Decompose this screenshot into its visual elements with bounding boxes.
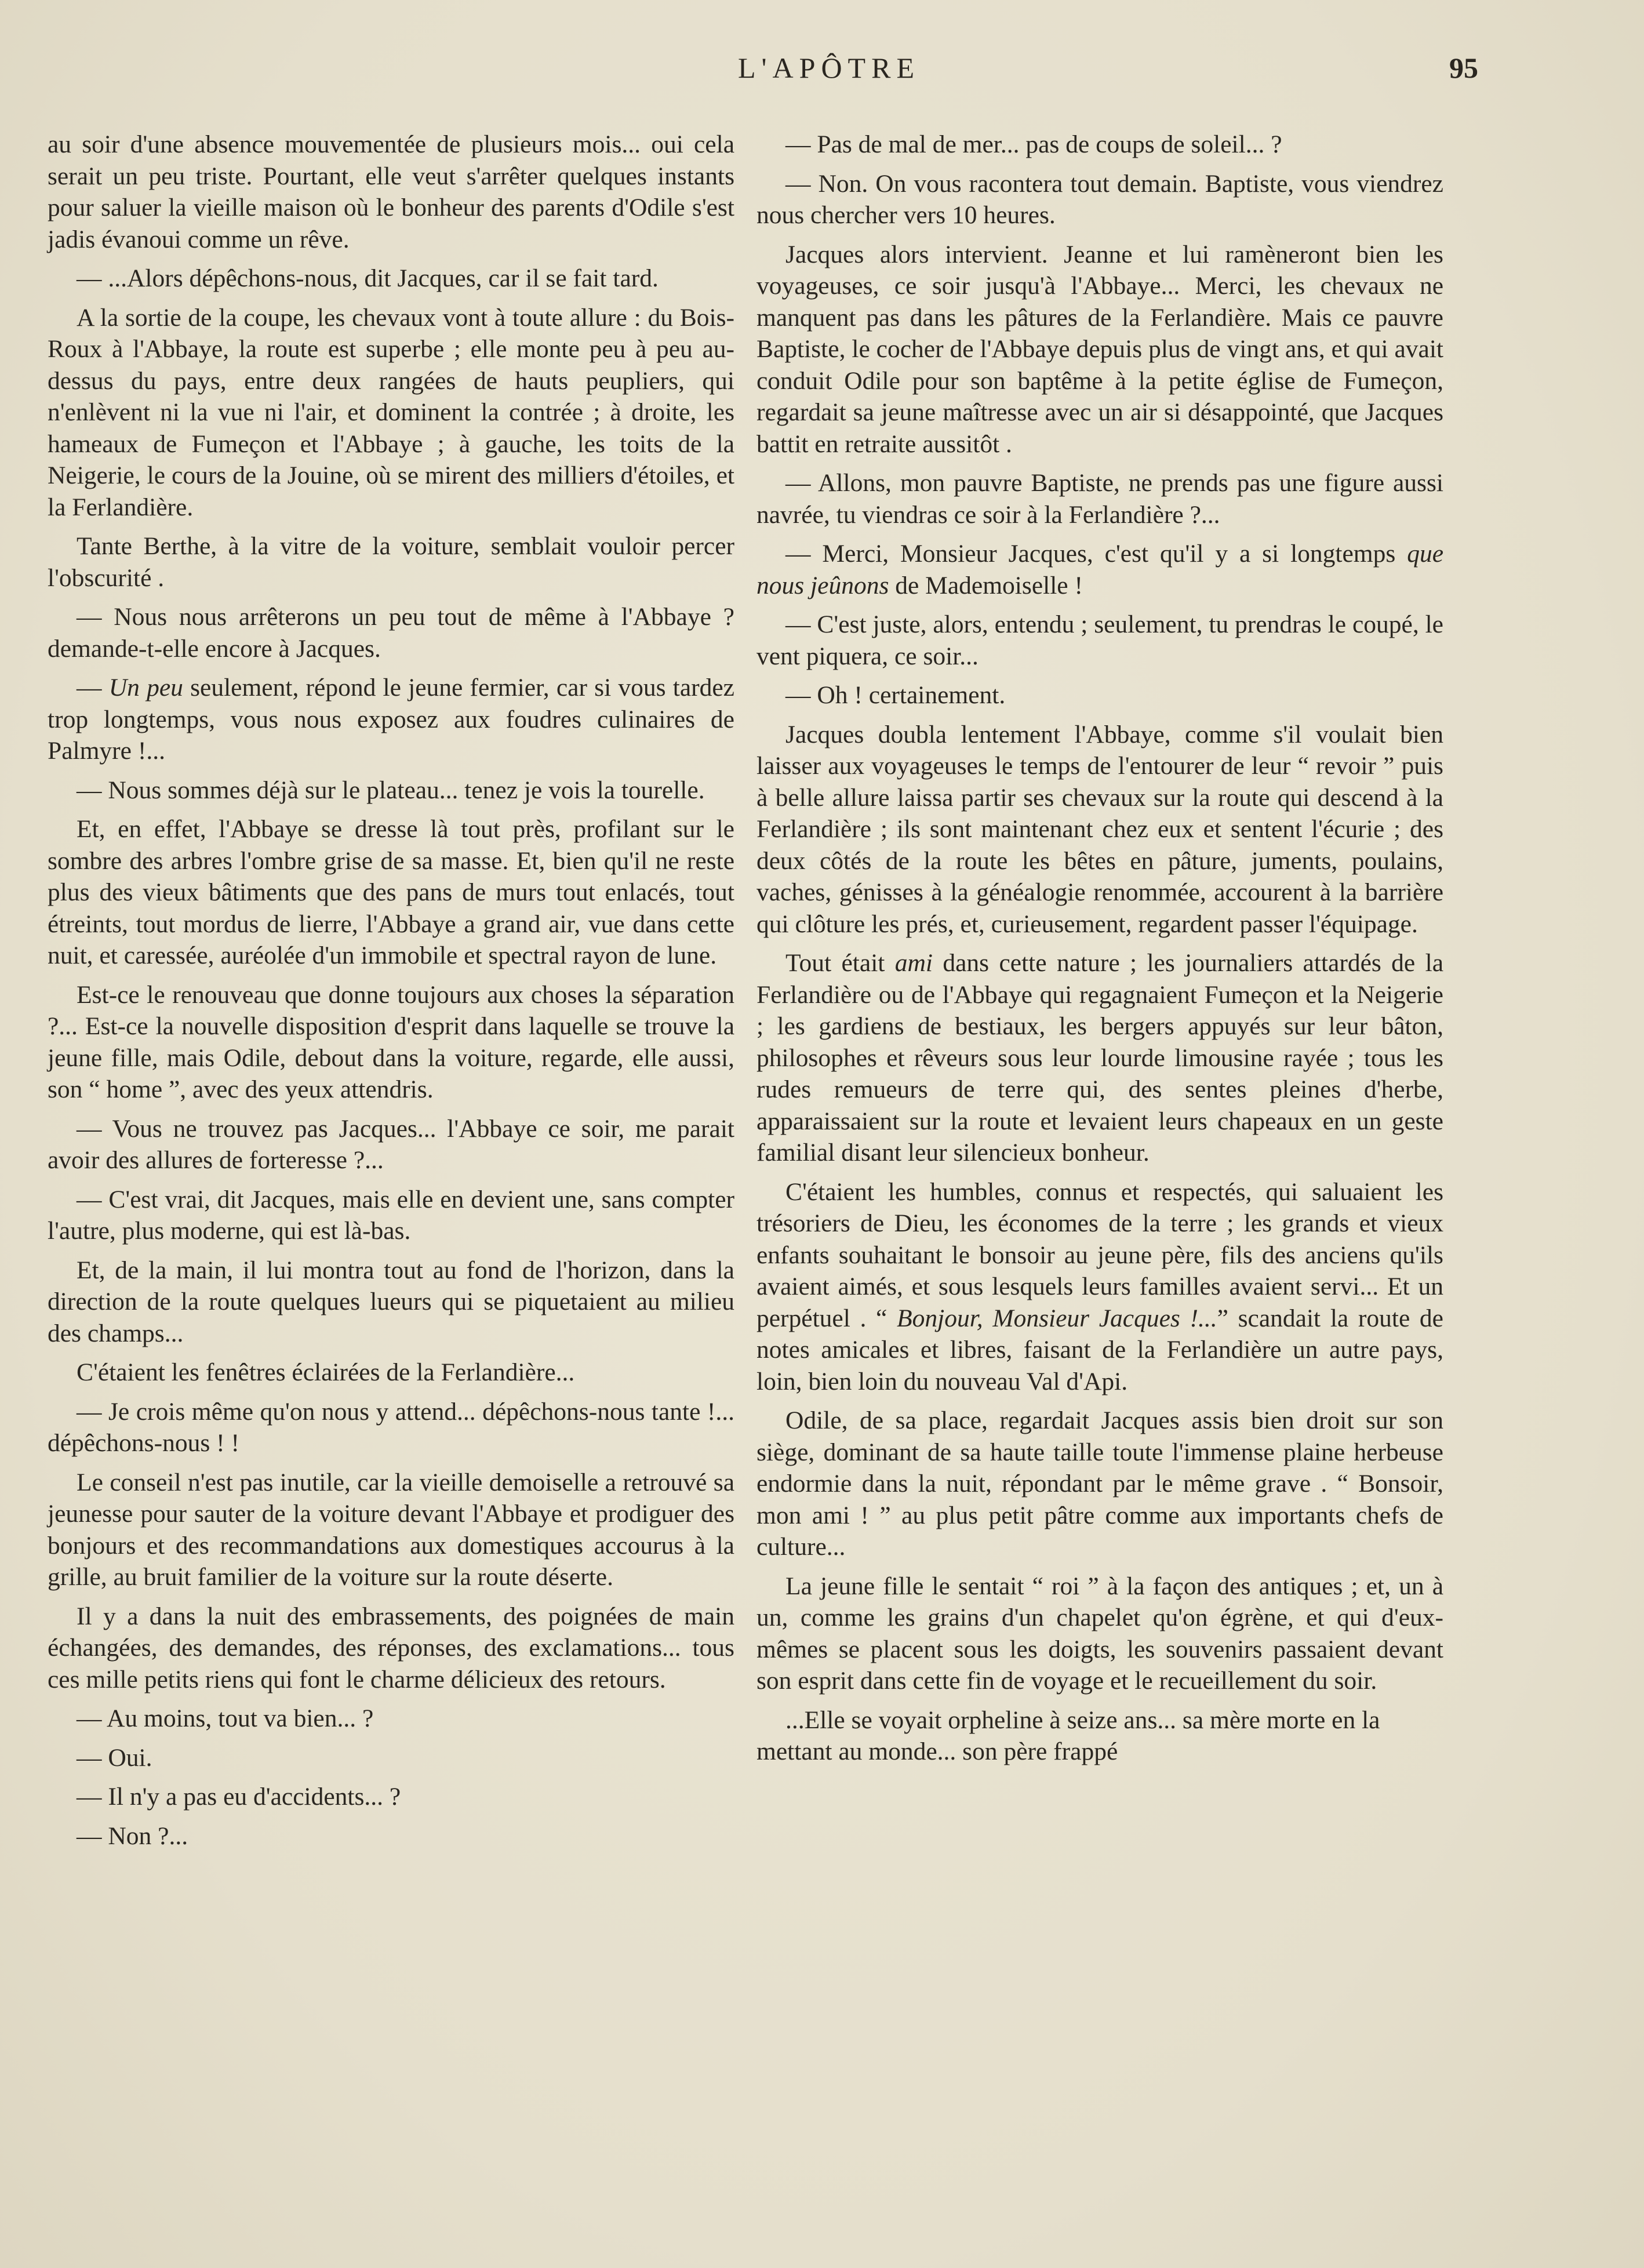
page-number: 95 bbox=[1449, 52, 1478, 84]
paragraph: Le conseil n'est pas inutile, car la vieille demoiselle a retrouvé sa jeunesse pour sauter de la voiture devant l'Abbaye et prodiguer des bonjours et des recommandations aux domestiques accourus à la grille, au bruit familier de la voiture sur la route déserte. bbox=[48, 1468, 734, 1591]
paragraph: — Vous ne trouvez pas Jacques... l'Abbaye ce soir, me parait avoir des allures de forteresse ?... bbox=[48, 1114, 734, 1174]
paragraph: — Pas de mal de mer... pas de coups de soleil... ? bbox=[785, 130, 1282, 158]
paragraph: Tout était ami dans cette nature ; les journaliers attardés de la Ferlandière ou de l'Abbaye qui regagnaient Fumeçon et la Neigerie ; les gardiens de bestiaux, les bergers appuyés sur leur bâton, philosophes et rêveurs sous leur lourde limousine rayée ; tous les rudes remueurs de terre qui, des sentes pleines d'herbe, apparaissaient sur la route et levaient leurs chapeaux en un geste familial disant leur silencieux bonheur. bbox=[756, 949, 1444, 1166]
paragraph: Est-ce le renouveau que donne toujours aux choses la séparation ?... Est-ce la nouvelle disposition d'esprit dans laquelle se trouve la jeune fille, mais Odile, debout dans la voiture, regarde, elle aussi, son “ home ”, avec des yeux attendris. bbox=[48, 980, 734, 1103]
paragraph: — Merci, Monsieur Jacques, c'est qu'il y a si longtemps que nous jeûnons de Mademoiselle ! bbox=[756, 540, 1443, 599]
paragraph: — Non. On vous racontera tout demain. Baptiste, vous viendrez nous chercher vers 10 heures. bbox=[756, 169, 1443, 229]
paragraph: Jacques doubla lentement l'Abbaye, comme s'il voulait bien laisser aux voyageuses le temps de l'entourer de leur “ revoir ” puis à belle allure laissa partir ses chevaux sur la route qui descend à la Ferlandière ; ils sont maintenant chez eux et sentent l'écurie ; des deux côtés de la route les bêtes en pâture, juments, poulains, vaches, génisses à la généalogie renommée, accourent à la barrière qui clôture les prés, et, curieusement, regardent passer l'équipage. bbox=[756, 720, 1443, 938]
paragraph: C'étaient les humbles, connus et respectés, qui saluaient les trésoriers de Dieu, les économes de la terre ; les grands et vieux enfants souhaitant le bonsoir au jeune père, fils des anciens qu'ils avaient aimés, et sous lesquels leurs familles avaient servi... Et un perpétuel . “ Bonjour, Monsieur Jacques !...” scandait la route de notes amicales et libres, faisant de la Ferlandière un autre pays, loin, bien loin du nouveau Val d'Api. bbox=[756, 1177, 1443, 1395]
paragraph: La jeune fille le sentait “ roi ” à la façon des antiques ; et, un à un, comme les grains d'un chapelet qu'on égrène, et qui d'eux-mêmes se placent sous les doigts, les souvenirs passaient devant son esprit dans cette fin de voyage et le recueillement du soir. bbox=[756, 1572, 1443, 1695]
paragraph: — Oh ! certainement. bbox=[785, 681, 1006, 709]
paragraph: Jacques alors intervient. Jeanne et lui ramèneront bien les voyageuses, ce soir jusqu'à l'Abbaye... Merci, les chevaux ne manquent pas dans les pâtures de la Ferlandière. Mais ce pauvre Baptiste, le cocher de l'Abbaye depuis plus de vingt ans, et qui avait conduit Odile pour son baptême à la petite église de Fumeçon, regardait sa jeune maîtresse avec un air si désappointé, que Jacques battit en retraite aussitôt . bbox=[756, 240, 1443, 458]
paragraph: — C'est vrai, dit Jacques, mais elle en devient une, sans compter l'autre, plus moderne, qui est là-bas. bbox=[48, 1185, 734, 1245]
paragraph: ...Elle se voyait orpheline à seize ans... sa mère morte en la mettant au monde... son père frappé bbox=[756, 1706, 1380, 1765]
paragraph: Il y a dans la nuit des embrassements, des poignées de main échangées, des demandes, des réponses, des exclamations... tous ces mille petits riens qui font le charme délicieux des retours. bbox=[48, 1602, 734, 1693]
paragraph: — Allons, mon pauvre Baptiste, ne prends pas une figure aussi navrée, tu viendras ce soir à la Ferlandière ?... bbox=[756, 469, 1443, 529]
paragraph: — Un peu seulement, répond le jeune fermier, car si vous tardez trop longtemps, vous nous exposez aux foudres culinaires de Palmyre !... bbox=[48, 674, 734, 765]
paragraph: — Nous sommes déjà sur le plateau... tenez je vois la tourelle. bbox=[77, 776, 705, 804]
paragraph: Tante Berthe, à la vitre de la voiture, semblait vouloir percer l'obscurité . bbox=[48, 532, 734, 592]
paragraph: au soir d'une absence mouvementée de plusieurs mois... oui cela serait un peu triste. Pourtant, elle veut s'arrêter quelques instants pour saluer la vieille maison où le bonheur des parents d'Odile s'est jadis évanoui comme un rêve. bbox=[48, 130, 734, 253]
paragraph: — Nous nous arrêterons un peu tout de même à l'Abbaye ? demande-t-elle encore à Jacques. bbox=[48, 603, 734, 663]
emphasis: que nous jeûnons bbox=[756, 540, 1443, 599]
paragraph: Et, de la main, il lui montra tout au fond de l'horizon, dans la direction de la route quelques lueurs qui se piquetaient au milieu des champs... bbox=[48, 1256, 734, 1347]
running-title: L'APÔTRE bbox=[737, 52, 920, 84]
emphasis: Bonjour, Monsieur Jacques !... bbox=[897, 1304, 1217, 1332]
paragraph: Et, en effet, l'Abbaye se dresse là tout près, profilant sur le sombre des arbres l'ombre grise de sa masse. Et, bien qu'il ne reste plus des vieux bâtiments que des pans de murs tout enlacés, tout étreints, tout mordus de lierre, l'Abbaye a grand air, vue dans cette nuit, et caressée, auréolée d'un immobile et spectral rayon de lune. bbox=[48, 815, 734, 969]
left-text-column bbox=[48, 129, 734, 1859]
emphasis: ami bbox=[894, 949, 933, 977]
paragraph: — Au moins, tout va bien... ? bbox=[77, 1704, 374, 1732]
paragraph: — Oui. bbox=[77, 1743, 152, 1772]
right-text-column bbox=[756, 129, 1443, 1775]
paragraph: — Il n'y a pas eu d'accidents... ? bbox=[77, 1783, 401, 1811]
running-head bbox=[0, 48, 1644, 88]
paragraph: — ...Alors dépêchons-nous, dit Jacques, car il se fait tard. bbox=[77, 264, 659, 292]
paragraph: — Non ?... bbox=[77, 1822, 188, 1850]
paragraph: — Je crois même qu'on nous y attend... dépêchons-nous tante !... dépêchons-nous ! ! bbox=[48, 1397, 734, 1457]
paragraph: C'étaient les fenêtres éclairées de la Ferlandière... bbox=[77, 1358, 575, 1386]
emphasis: Un peu bbox=[108, 674, 183, 702]
paragraph: Odile, de sa place, regardait Jacques assis bien droit sur son siège, dominant de sa haute taille toute l'immense plaine herbeuse endormie dans la nuit, répondant par le même grave . “ Bonsoir, mon ami ! ” au plus petit pâtre comme aux importants chefs de culture... bbox=[756, 1406, 1443, 1561]
paragraph: — C'est juste, alors, entendu ; seulement, tu prendras le coupé, le vent piquera, ce soir... bbox=[756, 610, 1443, 670]
paragraph: A la sortie de la coupe, les chevaux vont à toute allure : du Bois-Roux à l'Abbaye, la route est superbe ; elle monte peu à peu au-dessus du pays, entre deux rangées de hauts peupliers, qui n'enlèvent ni la vue ni l'air, et dominent la contrée ; à droite, les hameaux de Fumeçon et l'Abbaye ; à gauche, les toits de la Neigerie, le cours de la Jouine, où se mirent des milliers d'étoiles, et la Ferlandière. bbox=[48, 303, 734, 521]
